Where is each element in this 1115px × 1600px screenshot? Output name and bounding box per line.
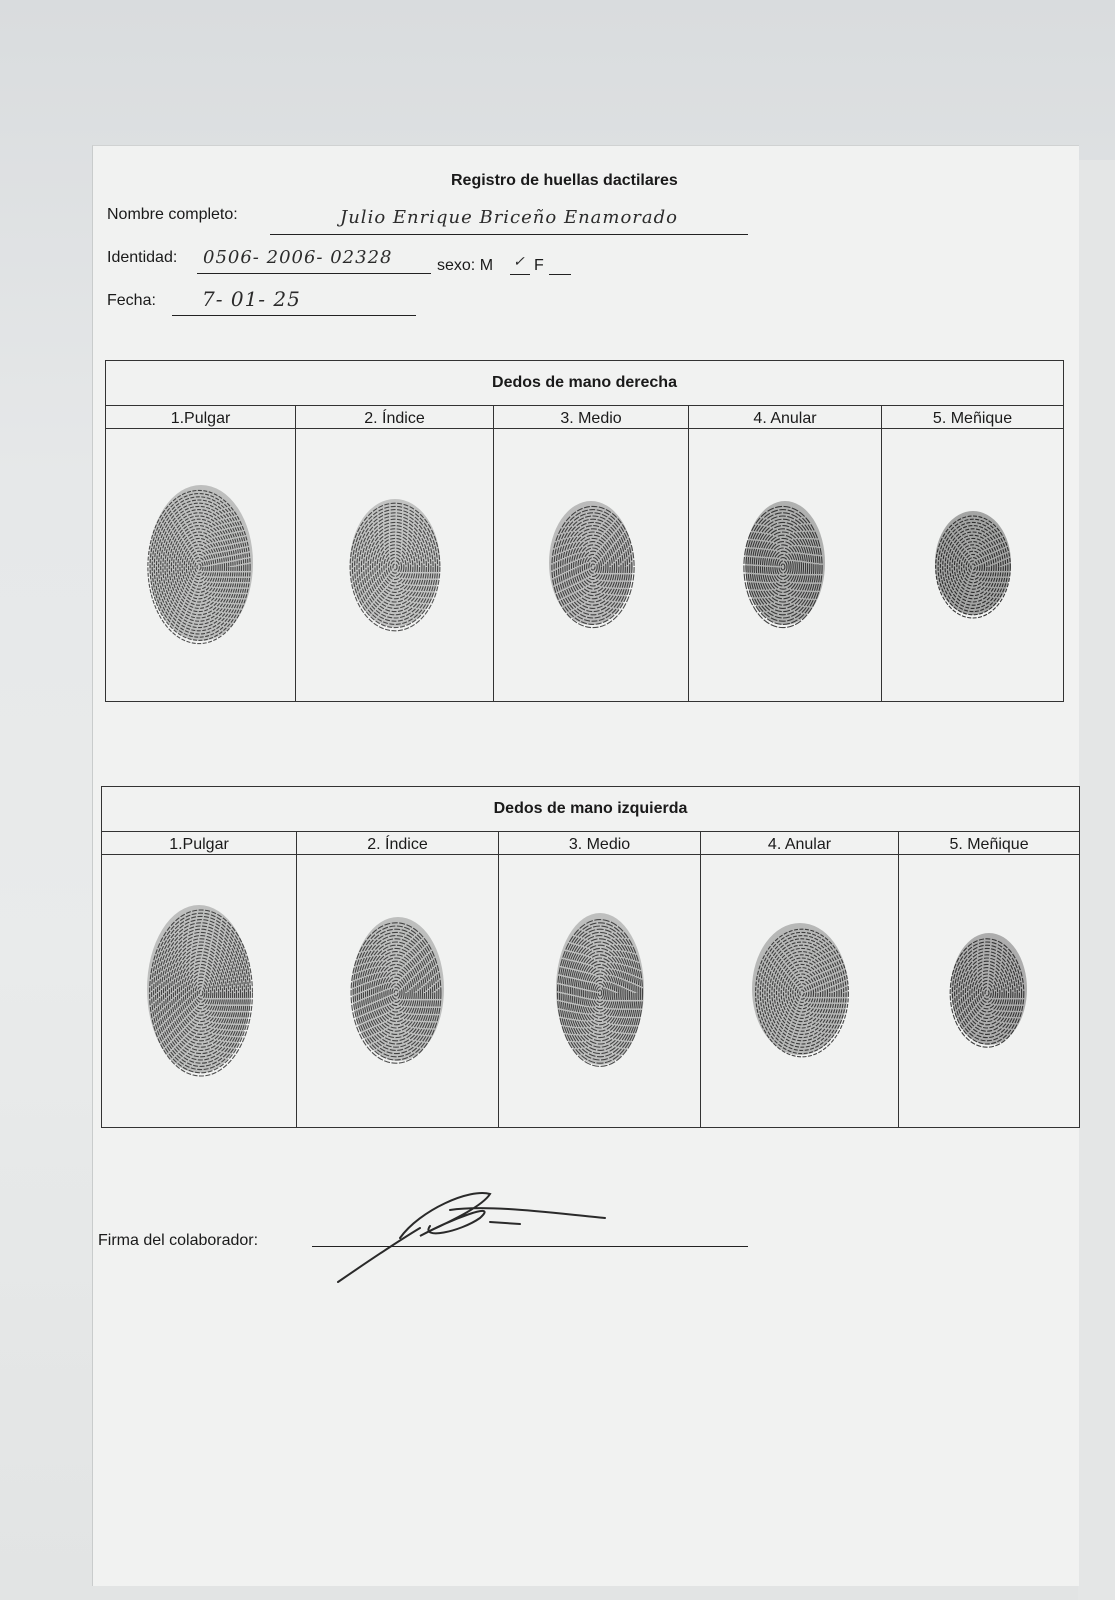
left-finger-2-cell (297, 855, 499, 1128)
right-finger-4-cell (689, 429, 882, 702)
date-label: Fecha: (107, 292, 156, 309)
name-value: Julio Enrique Briceño Enamorado (340, 207, 679, 228)
left-finger-5-label: 5. Meñique (899, 832, 1080, 855)
fingerprint-icon (144, 480, 258, 651)
id-field (197, 247, 431, 274)
left-hand-heading: Dedos de mano izquierda (102, 787, 1080, 832)
left-hand-table (101, 786, 1080, 1128)
right-finger-2-cell (296, 429, 494, 702)
left-finger-3-cell (499, 855, 701, 1128)
fingerprint-icon (740, 496, 830, 635)
sex-m-mark: ✓ (513, 254, 526, 270)
left-finger-2-label: 2. Índice (297, 832, 499, 855)
left-finger-1-cell (102, 855, 297, 1128)
date-value: 7- 01- 25 (202, 287, 301, 311)
right-hand-heading: Dedos de mano derecha (106, 361, 1064, 406)
sex-f-field (549, 256, 571, 275)
fingerprint-icon (142, 900, 256, 1083)
left-finger-4-label: 4. Anular (701, 832, 899, 855)
form-title: Registro de huellas dactilares (451, 172, 678, 189)
sex-m-field (510, 256, 530, 275)
right-finger-3-cell (494, 429, 689, 702)
name-field (270, 207, 748, 235)
right-finger-4-label: 4. Anular (689, 406, 882, 429)
signature-scribble (330, 1180, 620, 1290)
right-finger-5-label: 5. Meñique (882, 406, 1064, 429)
id-label: Identidad: (107, 249, 178, 266)
right-finger-3-label: 3. Medio (494, 406, 689, 429)
left-finger-1-label: 1.Pulgar (102, 832, 297, 855)
right-finger-1-cell (106, 429, 296, 702)
fingerprint-icon (347, 912, 449, 1071)
right-finger-1-label: 1.Pulgar (106, 406, 296, 429)
signature-label: Firma del colaborador: (98, 1232, 259, 1249)
date-field (172, 289, 416, 316)
sex-f-label: F (534, 257, 544, 274)
left-finger-3-label: 3. Medio (499, 832, 701, 855)
right-finger-5-cell (882, 429, 1064, 702)
right-hand-table (105, 360, 1064, 702)
fingerprint-icon (747, 918, 853, 1065)
id-value: 0506- 2006- 02328 (203, 247, 393, 268)
sex-label: sexo: M (437, 257, 494, 274)
left-finger-5-cell (899, 855, 1080, 1128)
fingerprint-icon (946, 928, 1032, 1055)
page-shadow (1078, 160, 1115, 1600)
fingerprint-icon (544, 496, 638, 635)
right-finger-2-label: 2. Índice (296, 406, 494, 429)
fingerprint-icon (345, 494, 445, 637)
left-finger-4-cell (701, 855, 899, 1128)
name-label: Nombre completo: (107, 206, 238, 223)
fingerprint-icon (930, 506, 1016, 625)
fingerprint-icon (551, 908, 649, 1075)
